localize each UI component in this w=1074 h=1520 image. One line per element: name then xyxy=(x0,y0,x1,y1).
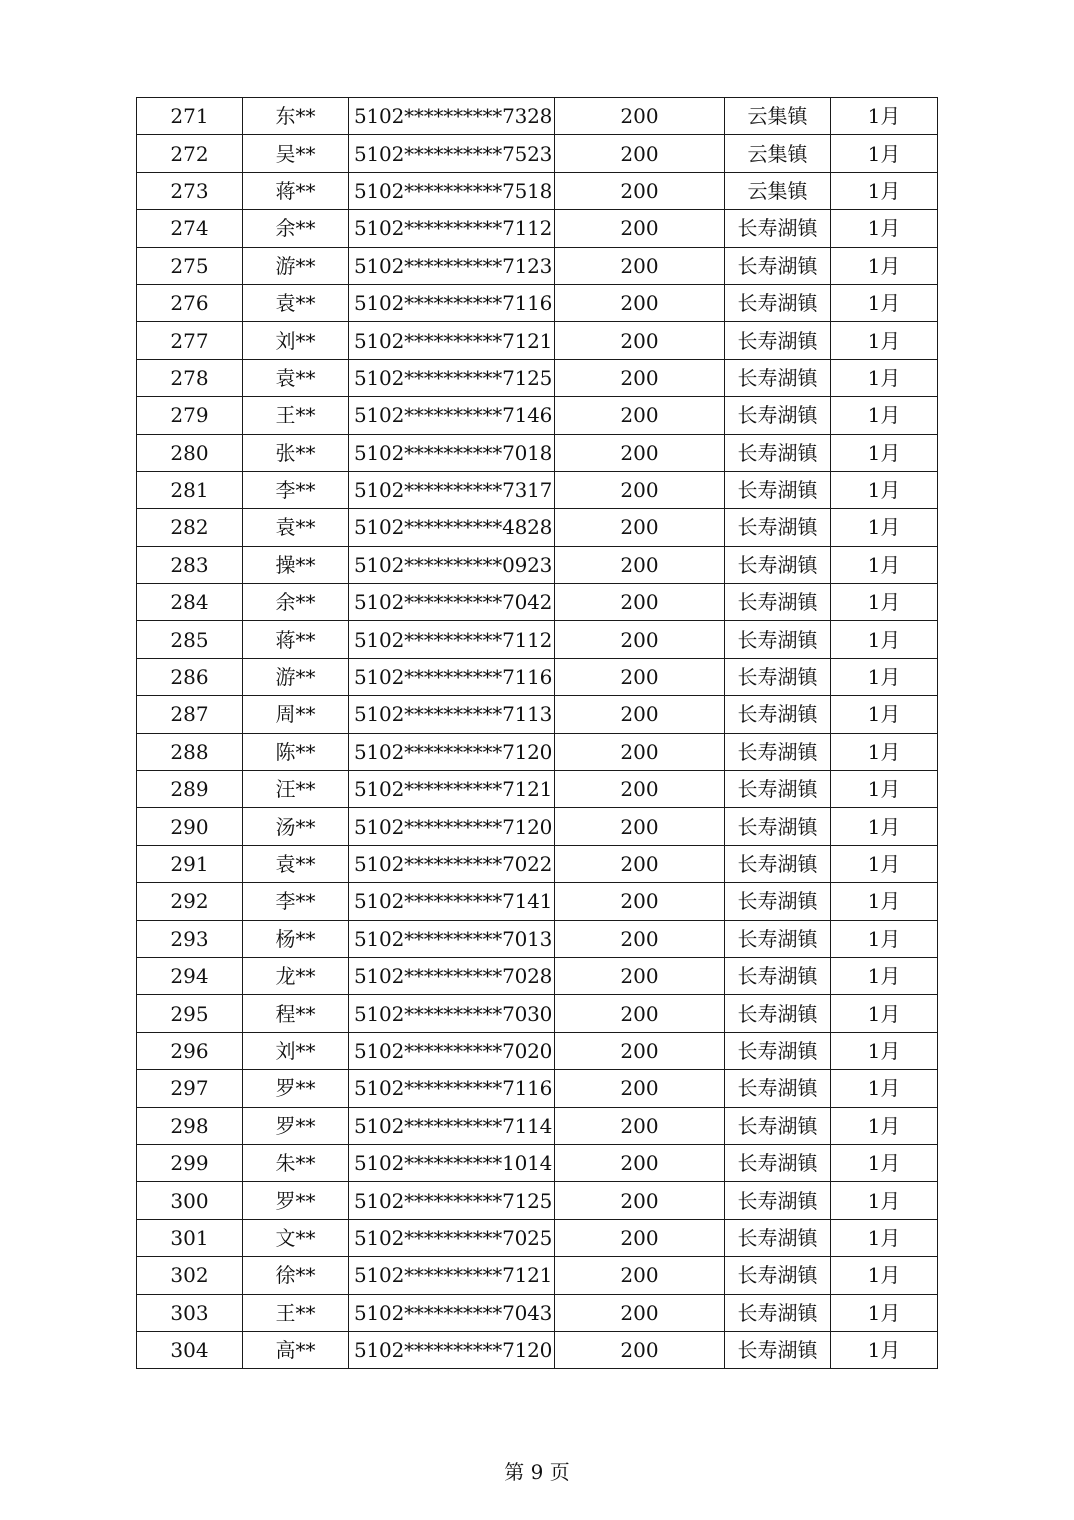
cell-name: 袁** xyxy=(243,509,349,546)
cell-name: 操** xyxy=(243,546,349,583)
cell-id-number: 5102**********7116 xyxy=(349,284,555,321)
cell-town: 长寿湖镇 xyxy=(725,471,831,508)
cell-month: 1月 xyxy=(831,359,938,396)
cell-name: 游** xyxy=(243,247,349,284)
cell-amount: 200 xyxy=(555,733,725,770)
cell-serial-number: 298 xyxy=(137,1107,243,1144)
cell-town: 长寿湖镇 xyxy=(725,1032,831,1069)
cell-name: 袁** xyxy=(243,845,349,882)
cell-amount: 200 xyxy=(555,995,725,1032)
cell-amount: 200 xyxy=(555,210,725,247)
cell-month: 1月 xyxy=(831,1144,938,1181)
cell-month: 1月 xyxy=(831,284,938,321)
cell-name: 李** xyxy=(243,471,349,508)
cell-name: 程** xyxy=(243,995,349,1032)
cell-town: 长寿湖镇 xyxy=(725,359,831,396)
cell-amount: 200 xyxy=(555,509,725,546)
cell-name: 朱** xyxy=(243,1144,349,1181)
cell-town: 云集镇 xyxy=(725,135,831,172)
cell-serial-number: 273 xyxy=(137,172,243,209)
cell-id-number: 5102**********7123 xyxy=(349,247,555,284)
cell-name: 李** xyxy=(243,883,349,920)
cell-month: 1月 xyxy=(831,322,938,359)
cell-town: 长寿湖镇 xyxy=(725,284,831,321)
cell-town: 长寿湖镇 xyxy=(725,957,831,994)
table-row xyxy=(137,1144,938,1181)
cell-id-number: 5102**********7116 xyxy=(349,1070,555,1107)
table-row xyxy=(137,172,938,209)
table-row xyxy=(137,509,938,546)
cell-serial-number: 280 xyxy=(137,434,243,471)
cell-name: 刘** xyxy=(243,322,349,359)
cell-serial-number: 290 xyxy=(137,808,243,845)
table-row xyxy=(137,359,938,396)
cell-month: 1月 xyxy=(831,845,938,882)
cell-amount: 200 xyxy=(555,1331,725,1368)
cell-id-number: 5102**********7113 xyxy=(349,696,555,733)
cell-town: 长寿湖镇 xyxy=(725,808,831,845)
cell-serial-number: 303 xyxy=(137,1294,243,1331)
table-row xyxy=(137,621,938,658)
cell-month: 1月 xyxy=(831,771,938,808)
table-row xyxy=(137,696,938,733)
cell-id-number: 5102**********7114 xyxy=(349,1107,555,1144)
table-body xyxy=(137,98,938,1369)
table-row xyxy=(137,284,938,321)
cell-serial-number: 292 xyxy=(137,883,243,920)
cell-id-number: 5102**********7043 xyxy=(349,1294,555,1331)
cell-name: 王** xyxy=(243,397,349,434)
table-row xyxy=(137,808,938,845)
cell-serial-number: 296 xyxy=(137,1032,243,1069)
cell-town: 长寿湖镇 xyxy=(725,920,831,957)
cell-serial-number: 283 xyxy=(137,546,243,583)
cell-name: 汤** xyxy=(243,808,349,845)
cell-serial-number: 275 xyxy=(137,247,243,284)
cell-serial-number: 278 xyxy=(137,359,243,396)
cell-name: 罗** xyxy=(243,1107,349,1144)
cell-amount: 200 xyxy=(555,621,725,658)
cell-amount: 200 xyxy=(555,172,725,209)
table-row xyxy=(137,98,938,135)
cell-town: 长寿湖镇 xyxy=(725,1257,831,1294)
cell-amount: 200 xyxy=(555,658,725,695)
table-row xyxy=(137,733,938,770)
cell-serial-number: 299 xyxy=(137,1144,243,1181)
cell-id-number: 5102**********7013 xyxy=(349,920,555,957)
cell-id-number: 5102**********7141 xyxy=(349,883,555,920)
cell-amount: 200 xyxy=(555,1070,725,1107)
cell-name: 东** xyxy=(243,98,349,135)
cell-month: 1月 xyxy=(831,1032,938,1069)
cell-town: 长寿湖镇 xyxy=(725,733,831,770)
cell-id-number: 5102**********7042 xyxy=(349,584,555,621)
cell-month: 1月 xyxy=(831,1182,938,1219)
cell-id-number: 5102**********7518 xyxy=(349,172,555,209)
cell-amount: 200 xyxy=(555,808,725,845)
cell-serial-number: 295 xyxy=(137,995,243,1032)
cell-amount: 200 xyxy=(555,1032,725,1069)
cell-serial-number: 302 xyxy=(137,1257,243,1294)
table-row xyxy=(137,771,938,808)
table-row xyxy=(137,957,938,994)
cell-town: 长寿湖镇 xyxy=(725,883,831,920)
cell-serial-number: 287 xyxy=(137,696,243,733)
cell-amount: 200 xyxy=(555,247,725,284)
cell-serial-number: 274 xyxy=(137,210,243,247)
cell-town: 长寿湖镇 xyxy=(725,546,831,583)
table-row xyxy=(137,995,938,1032)
cell-name: 吴** xyxy=(243,135,349,172)
table-row xyxy=(137,1182,938,1219)
cell-town: 长寿湖镇 xyxy=(725,696,831,733)
cell-id-number: 5102**********0923 xyxy=(349,546,555,583)
cell-month: 1月 xyxy=(831,546,938,583)
cell-serial-number: 281 xyxy=(137,471,243,508)
cell-town: 长寿湖镇 xyxy=(725,1331,831,1368)
table-row xyxy=(137,247,938,284)
cell-town: 长寿湖镇 xyxy=(725,658,831,695)
cell-serial-number: 272 xyxy=(137,135,243,172)
cell-amount: 200 xyxy=(555,771,725,808)
cell-amount: 200 xyxy=(555,397,725,434)
cell-amount: 200 xyxy=(555,883,725,920)
cell-serial-number: 300 xyxy=(137,1182,243,1219)
cell-amount: 200 xyxy=(555,434,725,471)
cell-serial-number: 282 xyxy=(137,509,243,546)
cell-name: 蒋** xyxy=(243,172,349,209)
table-row xyxy=(137,1257,938,1294)
table-row xyxy=(137,471,938,508)
cell-id-number: 5102**********7018 xyxy=(349,434,555,471)
cell-id-number: 5102**********7328 xyxy=(349,98,555,135)
cell-name: 袁** xyxy=(243,359,349,396)
cell-serial-number: 288 xyxy=(137,733,243,770)
cell-name: 罗** xyxy=(243,1070,349,1107)
cell-id-number: 5102**********7028 xyxy=(349,957,555,994)
cell-amount: 200 xyxy=(555,322,725,359)
cell-month: 1月 xyxy=(831,995,938,1032)
cell-town: 长寿湖镇 xyxy=(725,1219,831,1256)
cell-serial-number: 279 xyxy=(137,397,243,434)
cell-month: 1月 xyxy=(831,1070,938,1107)
cell-id-number: 5102**********7120 xyxy=(349,808,555,845)
cell-name: 刘** xyxy=(243,1032,349,1069)
cell-name: 蒋** xyxy=(243,621,349,658)
cell-month: 1月 xyxy=(831,397,938,434)
table-row xyxy=(137,434,938,471)
cell-name: 高** xyxy=(243,1331,349,1368)
cell-name: 周** xyxy=(243,696,349,733)
cell-name: 徐** xyxy=(243,1257,349,1294)
cell-amount: 200 xyxy=(555,284,725,321)
table-row xyxy=(137,397,938,434)
cell-name: 游** xyxy=(243,658,349,695)
cell-month: 1月 xyxy=(831,621,938,658)
cell-serial-number: 291 xyxy=(137,845,243,882)
cell-amount: 200 xyxy=(555,1219,725,1256)
cell-name: 汪** xyxy=(243,771,349,808)
cell-month: 1月 xyxy=(831,247,938,284)
cell-id-number: 5102**********7121 xyxy=(349,322,555,359)
cell-serial-number: 271 xyxy=(137,98,243,135)
cell-amount: 200 xyxy=(555,135,725,172)
cell-month: 1月 xyxy=(831,733,938,770)
cell-id-number: 5102**********7025 xyxy=(349,1219,555,1256)
cell-month: 1月 xyxy=(831,696,938,733)
cell-town: 云集镇 xyxy=(725,172,831,209)
cell-id-number: 5102**********7121 xyxy=(349,771,555,808)
table-row xyxy=(137,1070,938,1107)
cell-serial-number: 297 xyxy=(137,1070,243,1107)
cell-amount: 200 xyxy=(555,696,725,733)
cell-name: 王** xyxy=(243,1294,349,1331)
cell-serial-number: 294 xyxy=(137,957,243,994)
table-row xyxy=(137,322,938,359)
cell-name: 袁** xyxy=(243,284,349,321)
cell-month: 1月 xyxy=(831,808,938,845)
table-row xyxy=(137,1294,938,1331)
cell-id-number: 5102**********7125 xyxy=(349,1182,555,1219)
cell-town: 长寿湖镇 xyxy=(725,771,831,808)
cell-serial-number: 284 xyxy=(137,584,243,621)
cell-month: 1月 xyxy=(831,1331,938,1368)
cell-month: 1月 xyxy=(831,471,938,508)
cell-amount: 200 xyxy=(555,957,725,994)
cell-town: 长寿湖镇 xyxy=(725,1070,831,1107)
cell-id-number: 5102**********7523 xyxy=(349,135,555,172)
cell-id-number: 5102**********7020 xyxy=(349,1032,555,1069)
cell-town: 长寿湖镇 xyxy=(725,995,831,1032)
cell-month: 1月 xyxy=(831,1219,938,1256)
cell-id-number: 5102**********7112 xyxy=(349,621,555,658)
table-row xyxy=(137,210,938,247)
cell-name: 杨** xyxy=(243,920,349,957)
cell-id-number: 5102**********7116 xyxy=(349,658,555,695)
page-number: 第 9 页 xyxy=(504,1460,570,1484)
cell-town: 云集镇 xyxy=(725,98,831,135)
cell-name: 文** xyxy=(243,1219,349,1256)
table-row xyxy=(137,658,938,695)
cell-town: 长寿湖镇 xyxy=(725,1294,831,1331)
cell-id-number: 5102**********4828 xyxy=(349,509,555,546)
cell-month: 1月 xyxy=(831,210,938,247)
cell-month: 1月 xyxy=(831,957,938,994)
cell-town: 长寿湖镇 xyxy=(725,1107,831,1144)
table-row xyxy=(137,1219,938,1256)
cell-month: 1月 xyxy=(831,135,938,172)
cell-month: 1月 xyxy=(831,98,938,135)
cell-amount: 200 xyxy=(555,1144,725,1181)
cell-serial-number: 286 xyxy=(137,658,243,695)
cell-amount: 200 xyxy=(555,1294,725,1331)
cell-id-number: 5102**********7317 xyxy=(349,471,555,508)
cell-serial-number: 304 xyxy=(137,1331,243,1368)
cell-town: 长寿湖镇 xyxy=(725,1182,831,1219)
cell-amount: 200 xyxy=(555,546,725,583)
cell-amount: 200 xyxy=(555,1182,725,1219)
cell-month: 1月 xyxy=(831,434,938,471)
table-row xyxy=(137,845,938,882)
cell-amount: 200 xyxy=(555,359,725,396)
cell-id-number: 5102**********7022 xyxy=(349,845,555,882)
cell-amount: 200 xyxy=(555,1257,725,1294)
cell-town: 长寿湖镇 xyxy=(725,509,831,546)
cell-id-number: 5102**********7125 xyxy=(349,359,555,396)
cell-serial-number: 293 xyxy=(137,920,243,957)
cell-town: 长寿湖镇 xyxy=(725,584,831,621)
table-row xyxy=(137,1331,938,1368)
cell-town: 长寿湖镇 xyxy=(725,1144,831,1181)
cell-amount: 200 xyxy=(555,471,725,508)
cell-id-number: 5102**********1014 xyxy=(349,1144,555,1181)
cell-id-number: 5102**********7121 xyxy=(349,1257,555,1294)
cell-town: 长寿湖镇 xyxy=(725,621,831,658)
cell-town: 长寿湖镇 xyxy=(725,247,831,284)
cell-town: 长寿湖镇 xyxy=(725,434,831,471)
cell-amount: 200 xyxy=(555,98,725,135)
cell-name: 罗** xyxy=(243,1182,349,1219)
cell-id-number: 5102**********7120 xyxy=(349,1331,555,1368)
cell-serial-number: 276 xyxy=(137,284,243,321)
cell-id-number: 5102**********7146 xyxy=(349,397,555,434)
cell-month: 1月 xyxy=(831,920,938,957)
cell-month: 1月 xyxy=(831,584,938,621)
cell-month: 1月 xyxy=(831,509,938,546)
cell-month: 1月 xyxy=(831,1257,938,1294)
cell-name: 余** xyxy=(243,210,349,247)
cell-amount: 200 xyxy=(555,584,725,621)
cell-serial-number: 289 xyxy=(137,771,243,808)
table-row xyxy=(137,1107,938,1144)
table-row xyxy=(137,920,938,957)
cell-id-number: 5102**********7112 xyxy=(349,210,555,247)
cell-name: 张** xyxy=(243,434,349,471)
table-row xyxy=(137,135,938,172)
cell-amount: 200 xyxy=(555,920,725,957)
cell-month: 1月 xyxy=(831,1294,938,1331)
cell-name: 龙** xyxy=(243,957,349,994)
cell-town: 长寿湖镇 xyxy=(725,210,831,247)
cell-id-number: 5102**********7120 xyxy=(349,733,555,770)
table-row xyxy=(137,546,938,583)
cell-town: 长寿湖镇 xyxy=(725,397,831,434)
cell-serial-number: 301 xyxy=(137,1219,243,1256)
cell-id-number: 5102**********7030 xyxy=(349,995,555,1032)
cell-month: 1月 xyxy=(831,883,938,920)
table-row xyxy=(137,1032,938,1069)
data-table xyxy=(136,97,938,1369)
cell-town: 长寿湖镇 xyxy=(725,322,831,359)
cell-month: 1月 xyxy=(831,658,938,695)
cell-month: 1月 xyxy=(831,1107,938,1144)
cell-month: 1月 xyxy=(831,172,938,209)
cell-serial-number: 277 xyxy=(137,322,243,359)
cell-name: 陈** xyxy=(243,733,349,770)
cell-name: 余** xyxy=(243,584,349,621)
cell-amount: 200 xyxy=(555,845,725,882)
table-row xyxy=(137,883,938,920)
cell-amount: 200 xyxy=(555,1107,725,1144)
table-row xyxy=(137,584,938,621)
cell-town: 长寿湖镇 xyxy=(725,845,831,882)
cell-serial-number: 285 xyxy=(137,621,243,658)
